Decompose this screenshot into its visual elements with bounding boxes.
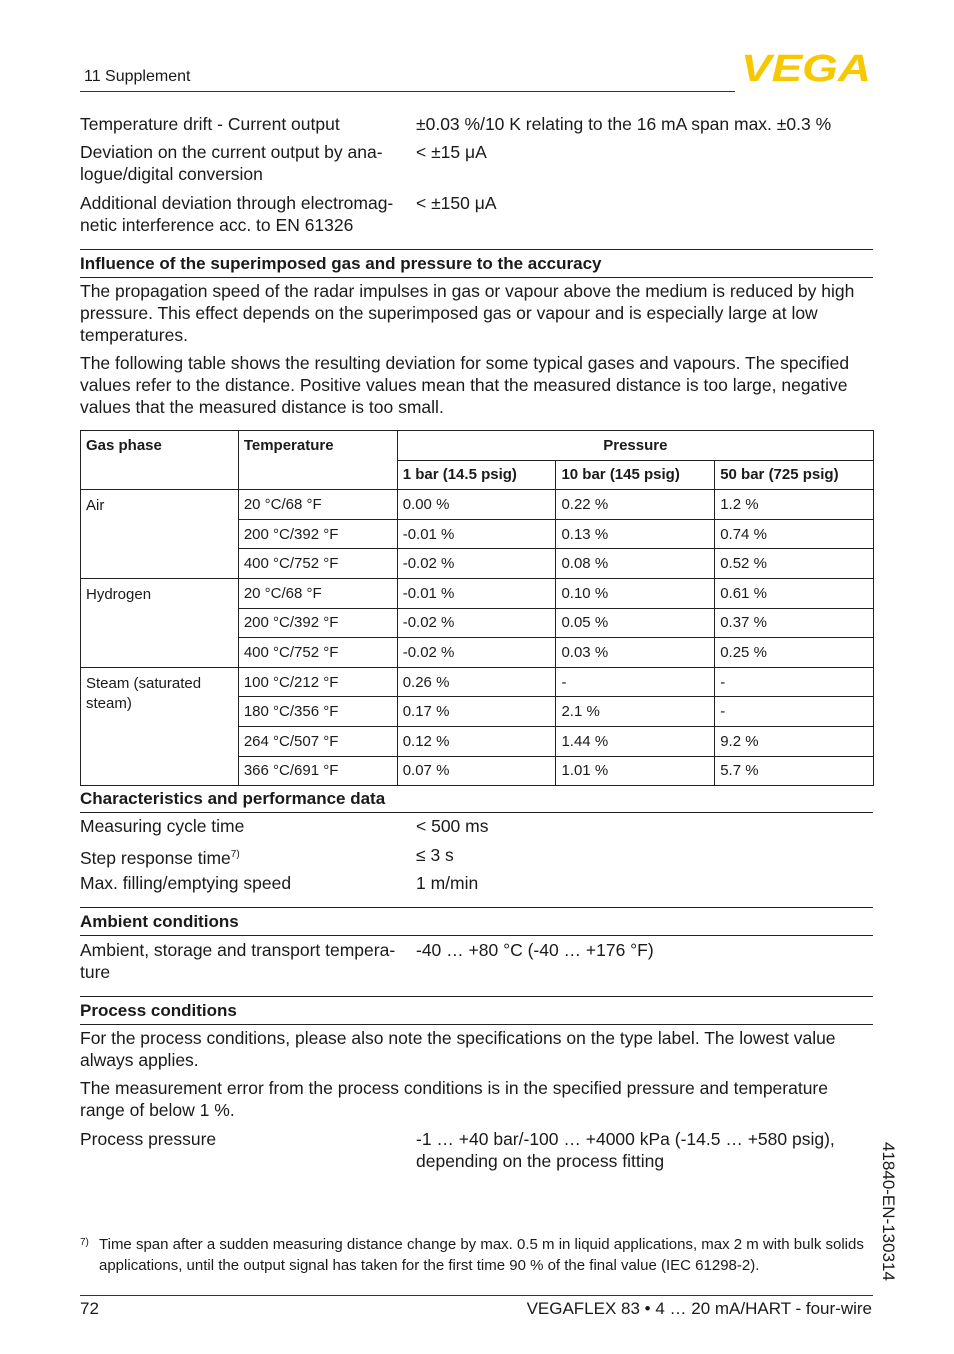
spec-value-line: -1 … +40 bar/-100 … +4000 kPa (-14.5 … +580 psig), (416, 1129, 835, 1149)
value-cell: -0.01 % (397, 519, 556, 549)
value-cell: 0.25 % (715, 638, 874, 668)
spec-label (80, 141, 410, 185)
value-cell: - (715, 697, 874, 727)
spec-label: Max. filling/emptying speed (80, 873, 292, 893)
gas-cell-steam (81, 667, 239, 785)
gas-cell-hydrogen: Hydrogen (81, 578, 239, 667)
table-row (81, 578, 874, 608)
value-cell: 1.2 % (715, 490, 874, 520)
section-title-process: Process conditions (80, 1001, 237, 1020)
spec-label-line: Deviation on the current output by ana- (80, 142, 383, 162)
value-cell: 0.12 % (397, 726, 556, 756)
page-number: 72 (80, 1299, 99, 1318)
value-cell: 0.37 % (715, 608, 874, 638)
spec-label (80, 844, 410, 869)
paragraph: The following table shows the resulting deviation for some typical gases and vapours. The specified values refer to the distance. Positive values mean that the measured distance is too large, negative values that the measured distance is too small. (80, 353, 850, 417)
spec-value: ±0.03 %/10 K relating to the 16 mA span max. ±0.3 % (416, 114, 832, 134)
value-cell: 5.7 % (715, 756, 874, 786)
spec-value: 1 m/min (416, 873, 479, 893)
col-header-gas: Gas phase (81, 431, 239, 490)
value-cell: - (556, 667, 715, 697)
value-cell: -0.02 % (397, 608, 556, 638)
value-cell: 0.17 % (397, 697, 556, 727)
temp-cell: 200 °C/392 °F (238, 519, 397, 549)
gas-cell-air: Air (81, 490, 239, 579)
value-cell: 0.13 % (556, 519, 715, 549)
vega-logo (741, 52, 873, 84)
footer-rule (80, 1295, 873, 1296)
section-rule (80, 249, 873, 250)
gas-cell-line: Steam (saturated (86, 674, 202, 692)
footnote-ref: 7) (230, 849, 240, 860)
spec-value: < ±15 μA (416, 142, 487, 162)
temp-cell: 100 °C/212 °F (238, 667, 397, 697)
spec-label-line: logue/digital conversion (80, 164, 263, 184)
value-cell: 1.01 % (556, 756, 715, 786)
value-cell: 0.52 % (715, 549, 874, 579)
value-cell: -0.02 % (397, 549, 556, 579)
header-rule (80, 91, 735, 92)
gas-deviation-table (80, 430, 874, 786)
temp-cell: 200 °C/392 °F (238, 608, 397, 638)
section-title-characteristics: Characteristics and performance data (80, 789, 386, 808)
footnote-mark: 7) (80, 1237, 89, 1248)
vega-logo-text: VEGA (741, 52, 871, 84)
gas-cell-line: steam) (86, 694, 132, 712)
value-cell: -0.02 % (397, 638, 556, 668)
temp-cell: 20 °C/68 °F (238, 578, 397, 608)
value-cell: 0.00 % (397, 490, 556, 520)
value-cell: 0.03 % (556, 638, 715, 668)
document-title: VEGAFLEX 83 • 4 … 20 mA/HART - four-wire (526, 1299, 872, 1318)
value-cell: 0.22 % (556, 490, 715, 520)
value-cell: 0.10 % (556, 578, 715, 608)
value-cell: 0.07 % (397, 756, 556, 786)
value-cell: 9.2 % (715, 726, 874, 756)
spec-value: < 500 ms (416, 816, 489, 836)
spec-label: Measuring cycle time (80, 816, 245, 836)
value-cell: 2.1 % (556, 697, 715, 727)
temp-cell: 366 °C/691 °F (238, 756, 397, 786)
col-header-pressure: Pressure (397, 431, 873, 461)
temp-cell: 264 °C/507 °F (238, 726, 397, 756)
section-rule (80, 812, 873, 813)
value-cell: 0.26 % (397, 667, 556, 697)
spec-label: Process pressure (80, 1129, 217, 1149)
value-cell: 0.08 % (556, 549, 715, 579)
col-header-p3: 50 bar (725 psig) (715, 460, 874, 490)
table-row (81, 490, 874, 520)
spec-value: < ±150 μA (416, 193, 497, 213)
value-cell: 0.05 % (556, 608, 715, 638)
table-header-row (81, 431, 874, 461)
col-header-temperature: Temperature (238, 431, 397, 490)
temp-cell: 400 °C/752 °F (238, 638, 397, 668)
spec-label (80, 939, 410, 983)
spec-label-line: Additional deviation through electromag- (80, 193, 394, 213)
spec-value (416, 1128, 876, 1172)
table-row (81, 667, 874, 697)
section-rule (80, 1024, 873, 1025)
spec-label: Temperature drift - Current output (80, 114, 340, 134)
spec-label-line: ture (80, 962, 111, 982)
col-header-p2: 10 bar (145 psig) (556, 460, 715, 490)
col-header-p1: 1 bar (14.5 psig) (397, 460, 556, 490)
section-rule (80, 277, 873, 278)
document-code: 41840-EN-130314 (879, 1142, 898, 1281)
section-title-influence: Influence of the superimposed gas and pressure to the accuracy (80, 254, 602, 273)
spec-value: -40 … +80 °C (-40 … +176 °F) (416, 940, 654, 960)
paragraph: For the process conditions, please also note the specifications on the type label. The lowest value always applies. (80, 1028, 836, 1070)
paragraph: The measurement error from the process conditions is in the specified pressure and temperature range of below 1 %. (80, 1078, 828, 1120)
section-title-ambient: Ambient conditions (80, 912, 239, 931)
spec-label-line: netic interference acc. to EN 61326 (80, 215, 354, 235)
value-cell: 1.44 % (556, 726, 715, 756)
value-cell: 0.74 % (715, 519, 874, 549)
temp-cell: 400 °C/752 °F (238, 549, 397, 579)
temp-cell: 20 °C/68 °F (238, 490, 397, 520)
paragraph: The propagation speed of the radar impulses in gas or vapour above the medium is reduced by high pressure. This effect depends on the superimposed gas or vapour and is especially large at low temperatures. (80, 281, 855, 345)
spec-value-line: depending on the process fitting (416, 1151, 665, 1171)
spec-label (80, 192, 410, 236)
section-rule (80, 996, 873, 997)
section-rule (80, 907, 873, 908)
header-section: 11 Supplement (84, 68, 191, 85)
footnote-text: Time span after a sudden measuring distance change by max. 0.5 m in liquid applications, max 2 m with bulk solids applications, until the output signal has taken for the first time 90 % of the final value (IEC 61298-2). (99, 1236, 864, 1274)
value-cell: -0.01 % (397, 578, 556, 608)
value-cell: 0.61 % (715, 578, 874, 608)
spec-label-line: Ambient, storage and transport tempera- (80, 940, 396, 960)
value-cell: - (715, 667, 874, 697)
temp-cell: 180 °C/356 °F (238, 697, 397, 727)
section-rule (80, 935, 873, 936)
spec-label-text: Step response time (80, 847, 231, 868)
spec-value: ≤ 3 s (416, 845, 454, 865)
